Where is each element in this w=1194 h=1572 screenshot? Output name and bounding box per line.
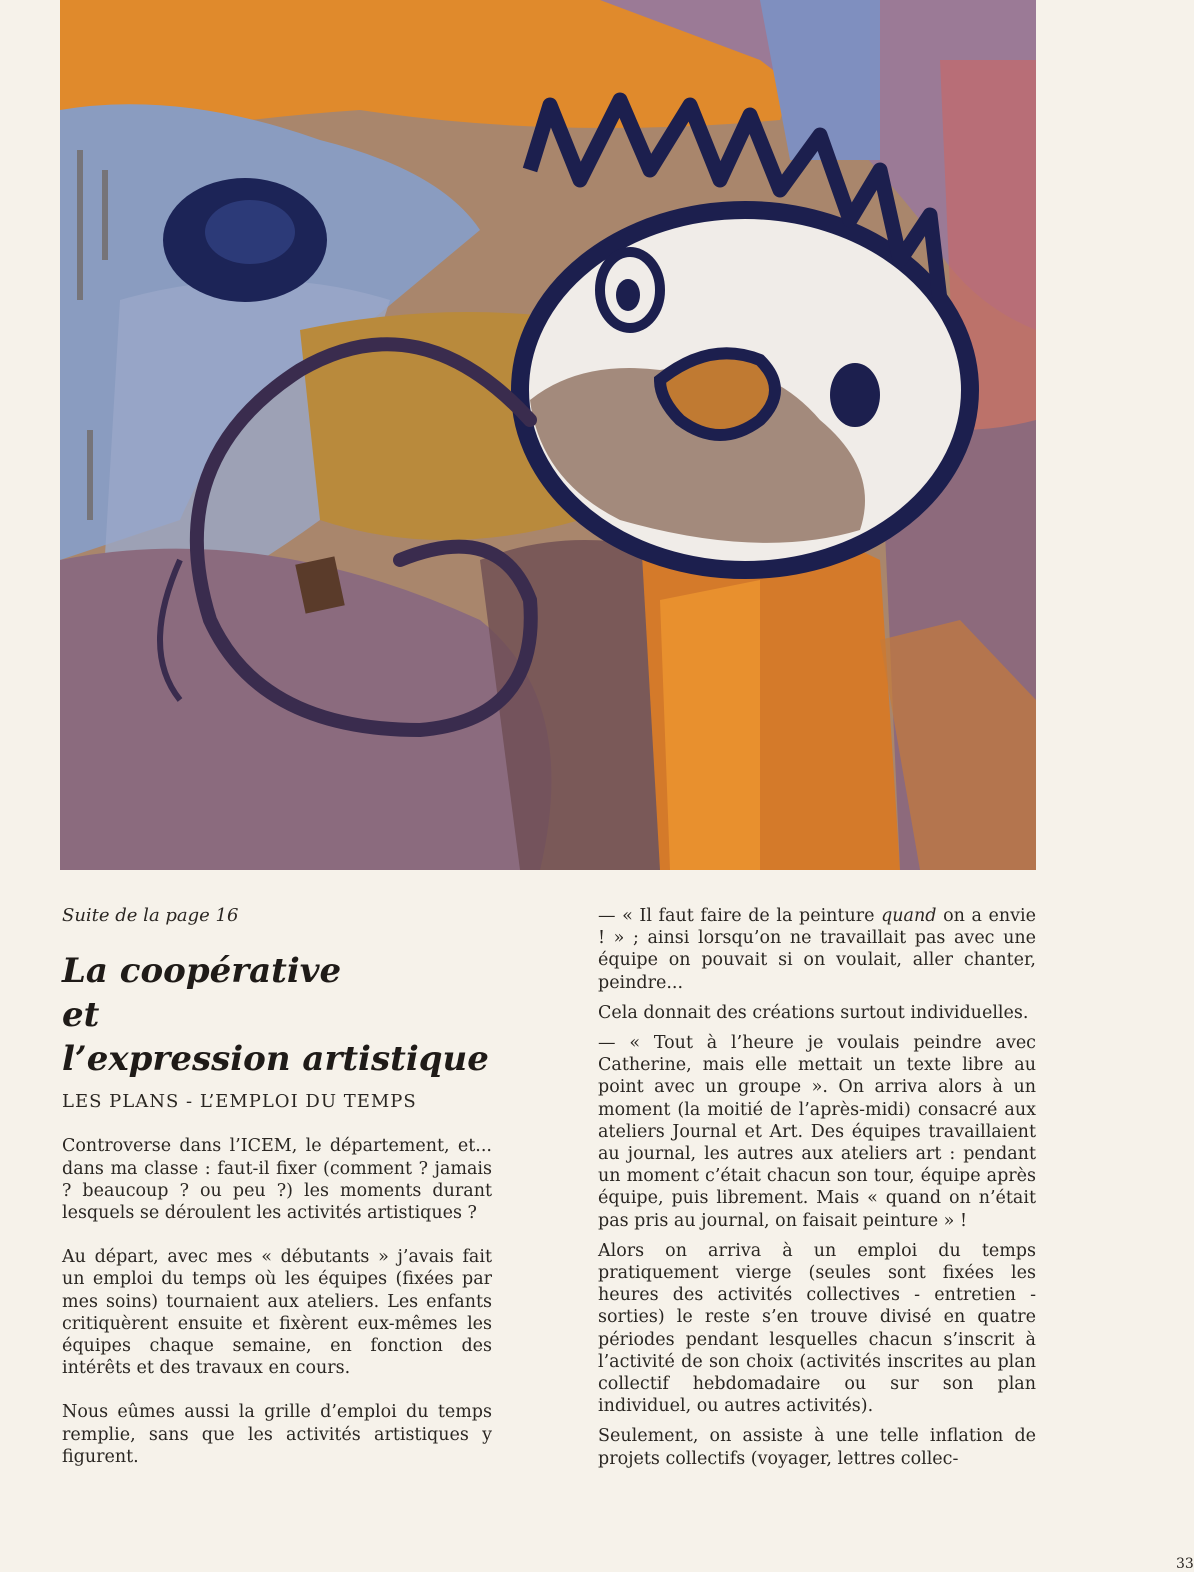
paragraph: Seulement, on assiste à une telle inflation de projets collectifs (voyager, lettres collec- bbox=[598, 1426, 1036, 1469]
article-title bbox=[62, 949, 492, 1081]
paragraph: Au départ, avec mes « débutants » j’avais fait un emploi du temps où les équipes (fixées par mes soins) tournaient aux ateliers. Les enfants critiquèrent ensuite et fixèrent eux-mêmes les équipes chaque semaine, en fonction des intérêts et des travaux en cours. bbox=[62, 1247, 492, 1379]
paragraph-text: on a envie ! » ; ainsi lorsqu’on ne travaillait pas avec une équipe on pouvait si on voulait, aller chanter, peindre... bbox=[598, 906, 1037, 993]
painting-image bbox=[60, 0, 1036, 870]
emphasis-text: quand bbox=[881, 906, 937, 926]
article-subtitle: LES PLANS - L’EMPLOI DU TEMPS bbox=[62, 1091, 417, 1113]
paragraph: Controverse dans l’ICEM, le département, et... dans ma classe : faut-il fixer (comment ? jamais ? beaucoup ? ou peu ?) les moments durant lesquels se déroulent les activités artistiques ? bbox=[62, 1136, 492, 1224]
right-column bbox=[598, 905, 1036, 1478]
title-line: La coopérative bbox=[62, 951, 342, 992]
paragraph-text: — « Il faut faire de la peinture bbox=[598, 906, 882, 926]
left-column bbox=[62, 905, 492, 1490]
continuation-note: Suite de la page 16 bbox=[62, 905, 239, 926]
title-line: l’expression artistique bbox=[62, 1039, 489, 1080]
paragraph bbox=[598, 905, 1036, 994]
page-number: 33 bbox=[1176, 1556, 1194, 1572]
child-painting-illustration bbox=[60, 0, 1036, 870]
paragraph: Nous eûmes aussi la grille d’emploi du temps remplie, sans que les activités artistiques y figurent. bbox=[62, 1402, 492, 1467]
paragraph: Alors on arriva à un emploi du temps pratiquement vierge (seules sont fixées les heures des activités collectives - entretien - sorties) le reste s’en trouve divisé en quatre périodes pendant lesquelles chacun s’inscrit à l’activité de son choix (activités inscrites au plan collectif hebdomadaire ou sur son plan individuel, ou autres activités). bbox=[598, 1240, 1036, 1417]
paragraph: — « Tout à l’heure je voulais peindre avec Catherine, mais elle mettait un texte libre au point avec un groupe ». On arriva alors à un moment (la moitié de l’après-midi) consacré aux ateliers Journal et Art. Des équipes travaillaient au journal, les autres aux ateliers art : pendant un moment c’était chacun son tour, équipe après équipe, puis librement. Mais « quand on n’était pas pris au journal, on faisait peinture » ! bbox=[598, 1033, 1036, 1231]
paragraph: Cela donnait des créations surtout individuelles. bbox=[598, 1002, 1029, 1023]
title-line: et bbox=[62, 995, 100, 1036]
